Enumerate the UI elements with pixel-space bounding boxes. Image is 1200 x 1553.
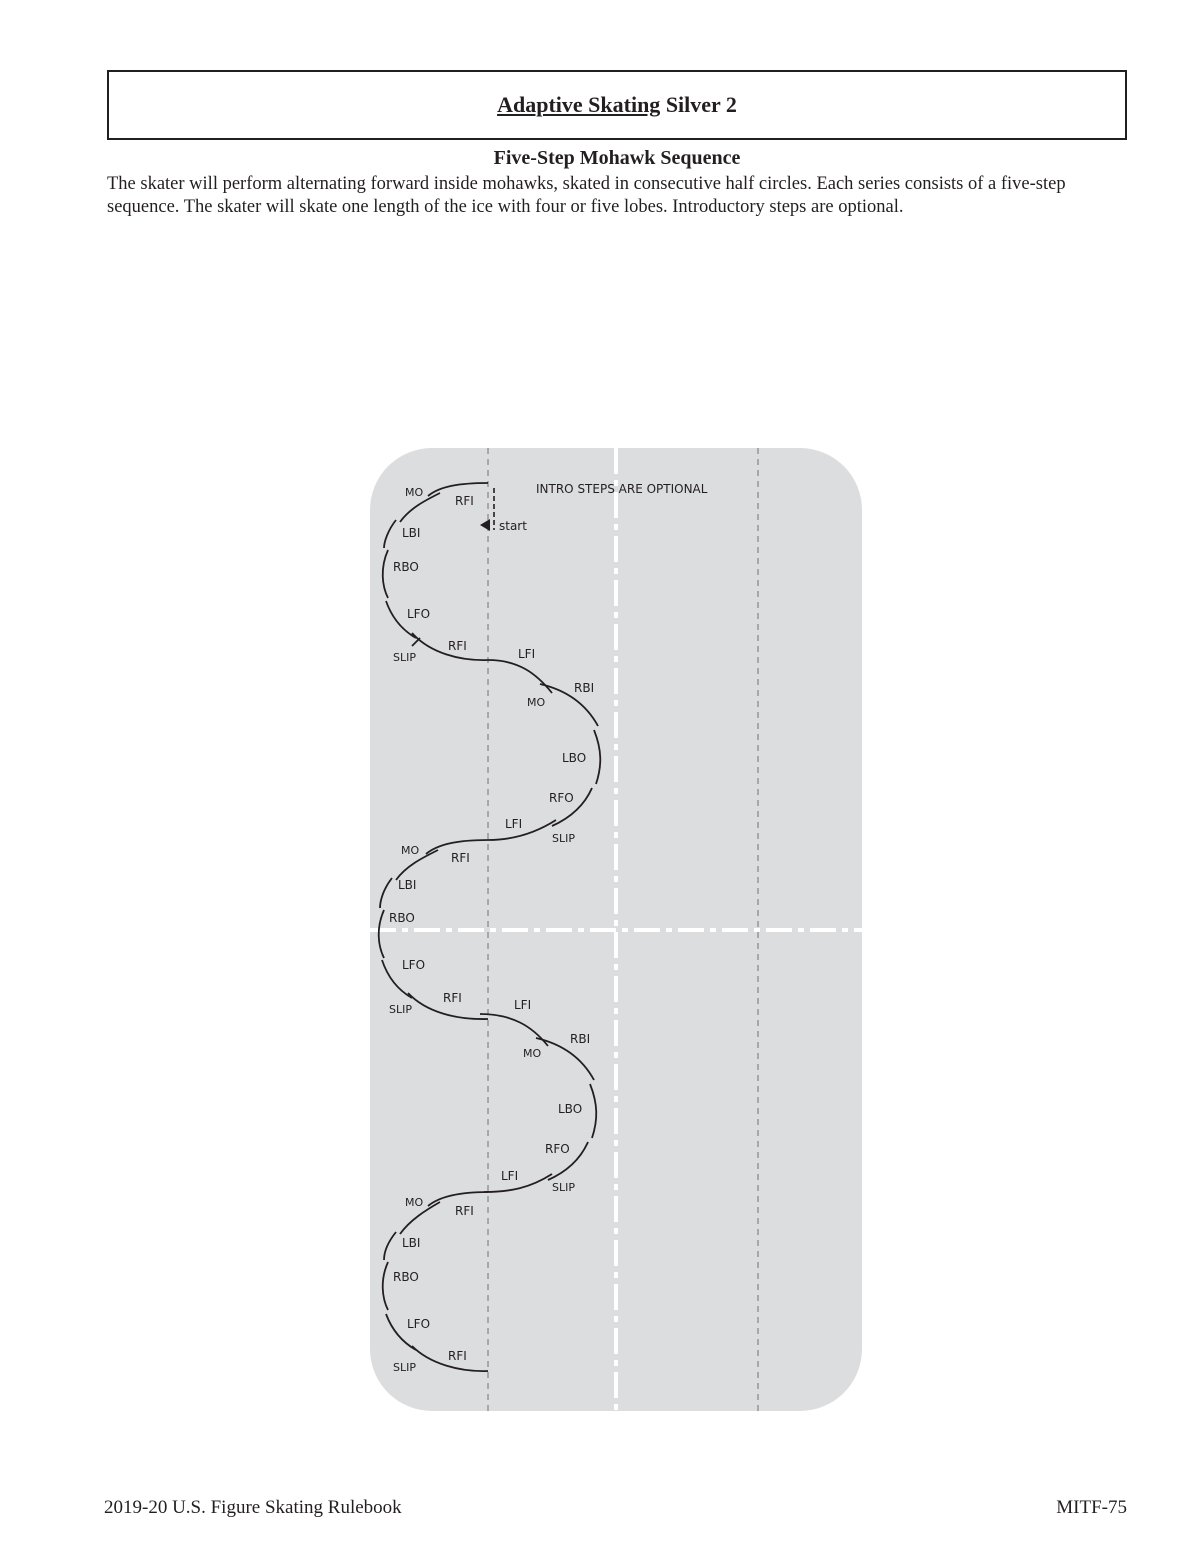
lobe5-label-rfi-2: RFI <box>448 1349 467 1363</box>
lobe2-label-rfo: RFO <box>549 791 574 805</box>
lobe5-label-lbi: LBI <box>402 1236 421 1250</box>
lobe3-label-rbo: RBO <box>389 911 415 925</box>
lobe1-label-lfo: LFO <box>407 607 431 621</box>
rink-svg <box>370 448 862 1411</box>
lobe4-label-lbo: LBO <box>558 1102 583 1116</box>
lobe1-label-lbi: LBI <box>402 526 421 540</box>
lobe3-label-rfi: RFI <box>451 851 470 865</box>
footer-rulebook: 2019-20 U.S. Figure Skating Rulebook <box>104 1497 402 1518</box>
lobe5-label-rfi: RFI <box>455 1204 474 1218</box>
lobe1-label-rfi: RFI <box>455 494 474 508</box>
lobe5-label-lfo: LFO <box>407 1317 431 1331</box>
footer-page-number: MITF-75 <box>1056 1497 1127 1518</box>
lobe2-label-lfi: LFI <box>518 647 536 661</box>
lobe2-label-rbi: RBI <box>574 681 595 695</box>
lobe4-label-slip: SLIP <box>552 1181 575 1194</box>
lobe3-label-slip: SLIP <box>389 1003 412 1016</box>
lobe3-label-lfo: LFO <box>402 958 426 972</box>
lobe4-label-mo: MO <box>523 1047 542 1060</box>
lobe1-label-rbo: RBO <box>393 560 419 574</box>
lobe3-label-rfi-2: RFI <box>443 991 462 1005</box>
lobe1-label-slip: SLIP <box>393 651 416 664</box>
lobe5-label-slip: SLIP <box>393 1361 416 1374</box>
page-title <box>497 92 737 118</box>
lobe3-label-lbi: LBI <box>398 878 417 892</box>
lobe5-label-mo: MO <box>405 1196 424 1209</box>
lobe1-label-mo: MO <box>405 486 424 499</box>
lobe4-label-rfo: RFO <box>545 1142 570 1156</box>
lobe4-label-lfi: LFI <box>514 998 532 1012</box>
lobe2-label-lbo: LBO <box>562 751 587 765</box>
lobe2-label-lfi-2: LFI <box>505 817 523 831</box>
intro-note: INTRO STEPS ARE OPTIONAL <box>536 482 708 496</box>
lobe2-label-mo: MO <box>527 696 546 709</box>
lobe4-label-rbi: RBI <box>570 1032 591 1046</box>
title-box <box>107 70 1127 140</box>
lobe3-label-mo: MO <box>401 844 420 857</box>
lobe5-label-rbo: RBO <box>393 1270 419 1284</box>
section-description: The skater will perform alternating forward inside mohawks, skated in consecutive half circles. Each series consists of a five-step sequence. The skater will skate one length of the ice with four or five lobes. Introductory steps are optional. <box>107 174 1066 217</box>
lobe4-label-lfi-2: LFI <box>501 1169 519 1183</box>
lobe1-label-rfi-2: RFI <box>448 639 467 653</box>
rink-diagram <box>370 448 862 1411</box>
section-heading: Five-Step Mohawk Sequence <box>493 147 741 169</box>
start-label: start <box>499 519 527 533</box>
title-rest: Silver 2 <box>660 92 737 117</box>
lobe2-label-slip: SLIP <box>552 832 575 845</box>
title-underlined: Adaptive Skating <box>497 92 661 117</box>
